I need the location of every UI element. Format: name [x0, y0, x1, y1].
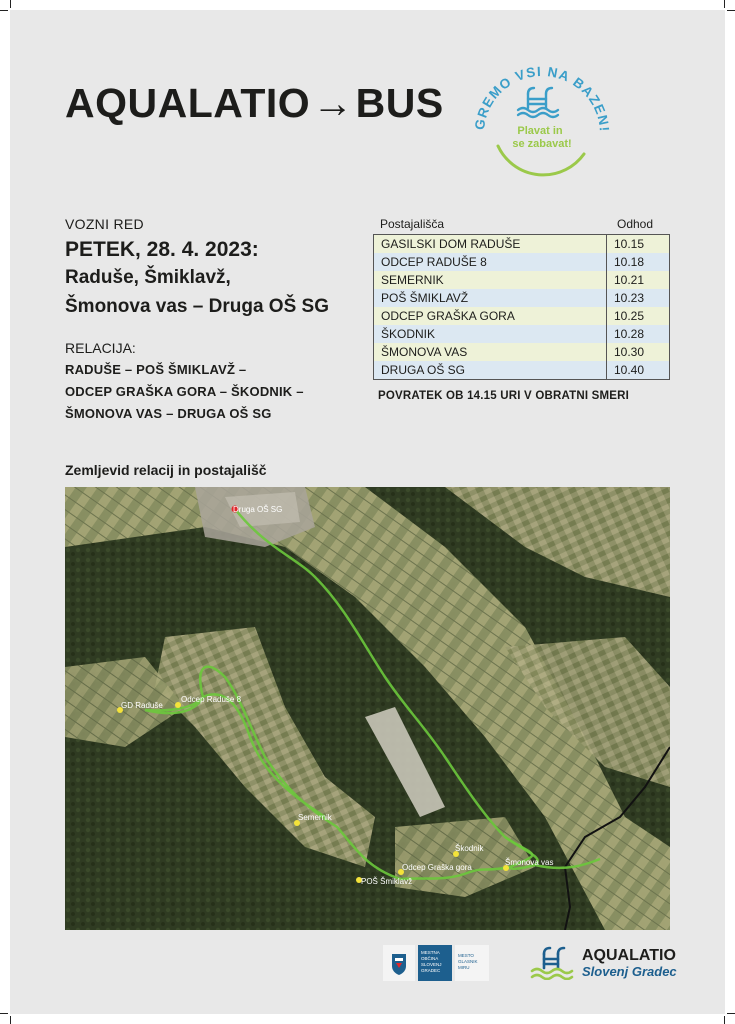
map-label: Šmonova vas: [505, 858, 554, 867]
table-row: [374, 361, 670, 380]
time-cell: 10.15: [607, 235, 670, 254]
pool-ladder-icon: [518, 88, 558, 117]
aqualatio-title: AQUALATIO: [582, 946, 676, 964]
crop-mark: [727, 10, 735, 11]
badge-line2: se zabavat!: [512, 138, 572, 150]
col-header-stop: Postajališča: [380, 217, 445, 231]
stop-cell: ODCEP RADUŠE 8: [374, 253, 607, 271]
poster-title: [65, 80, 444, 127]
crop-mark: [10, 1016, 11, 1024]
map-label: Odcep Raduše 8: [181, 695, 242, 704]
stop-cell: SEMERNIK: [374, 271, 607, 289]
relacija-line: ŠMONOVA VAS – DRUGA OŠ SG: [65, 406, 272, 421]
time-cell: 10.25: [607, 307, 670, 325]
stop-cell: POŠ ŠMIKLAVŽ: [374, 289, 607, 307]
map-title: Zemljevid relacij in postajališč: [65, 462, 267, 478]
schedule-route-line1: Raduše, Šmiklavž,: [65, 267, 231, 288]
timetable-header: [373, 216, 671, 234]
table-row: [374, 235, 670, 254]
schedule-date: PETEK, 28. 4. 2023:: [65, 238, 259, 261]
map-label: POŠ Šmiklavž: [361, 877, 413, 886]
timetable-body: [373, 234, 670, 380]
badge-line1: Plavat in: [517, 125, 563, 137]
crop-mark: [0, 1013, 8, 1014]
badge-ring: [498, 146, 584, 175]
arrow-icon: →: [312, 80, 354, 126]
table-row: [374, 289, 670, 307]
return-note: POVRATEK OB 14.15 URI V OBRATNI SMERI: [378, 390, 630, 402]
stop-cell: ŠKODNIK: [374, 325, 607, 343]
pool-ladder-icon: [530, 946, 574, 980]
table-row: [374, 325, 670, 343]
schedule-info: [65, 216, 365, 425]
map-label: GD Raduše: [121, 701, 163, 710]
route-map[interactable]: [65, 487, 670, 930]
map-label: Semernik: [298, 813, 332, 822]
map-label: Odcep Graška gora: [402, 863, 472, 872]
time-cell: 10.21: [607, 271, 670, 289]
municipality-logo: [383, 945, 489, 981]
table-row: [374, 343, 670, 361]
stop-cell: ŠMONOVA VAS: [374, 343, 607, 361]
time-cell: 10.23: [607, 289, 670, 307]
col-header-time: Odhod: [617, 217, 654, 231]
table-row: [374, 253, 670, 271]
municipality-logos: [383, 946, 489, 980]
logo-text: MESTNA: [421, 950, 440, 955]
time-cell: 10.28: [607, 325, 670, 343]
aqualatio-logo: [530, 946, 677, 980]
relacija-line: ODCEP GRAŠKA GORA – ŠKODNIK –: [65, 384, 304, 399]
relacija-label: RELACIJA:: [65, 340, 136, 356]
title-bus: BUS: [355, 80, 444, 126]
time-cell: 10.40: [607, 361, 670, 380]
stop-cell: ODCEP GRAŠKA GORA: [374, 307, 607, 325]
logo-text: GLASNIK: [458, 959, 478, 964]
table-row: [374, 271, 670, 289]
vozni-red-label: VOZNI RED: [65, 216, 144, 232]
title-main: AQUALATIO: [65, 80, 311, 126]
logo-text: MESTO: [458, 953, 474, 958]
schedule-route-line2: Šmonova vas – Druga OŠ SG: [65, 296, 329, 317]
crop-mark: [0, 10, 8, 11]
satellite-map[interactable]: [65, 487, 670, 930]
timetable: [373, 216, 671, 402]
relacija-line: RADUŠE – POŠ ŠMIKLAVŽ –: [65, 362, 247, 377]
logo-text: MIRU: [458, 965, 470, 970]
time-cell: 10.18: [607, 253, 670, 271]
aqualatio-subtitle: Slovenj Gradec: [582, 963, 677, 979]
logo-text: GRADEC: [421, 968, 441, 973]
badge-arc-text: GREMO VSI NA BAZEN!: [471, 63, 612, 133]
stop-cell: GASILSKI DOM RADUŠE: [374, 235, 607, 254]
map-label: Druga OŠ SG: [233, 505, 283, 514]
crop-mark: [727, 1013, 735, 1014]
logo-text: OBČINA: [421, 956, 439, 961]
crop-mark: [724, 1016, 725, 1024]
crop-mark: [724, 0, 725, 8]
table-row: [374, 307, 670, 325]
map-label: Škodnik: [455, 844, 484, 853]
time-cell: 10.30: [607, 343, 670, 361]
crop-mark: [10, 0, 11, 8]
badge-logo: [466, 46, 612, 186]
logo-text: SLOVENJ: [421, 962, 442, 967]
stop-cell: DRUGA OŠ SG: [374, 361, 607, 380]
